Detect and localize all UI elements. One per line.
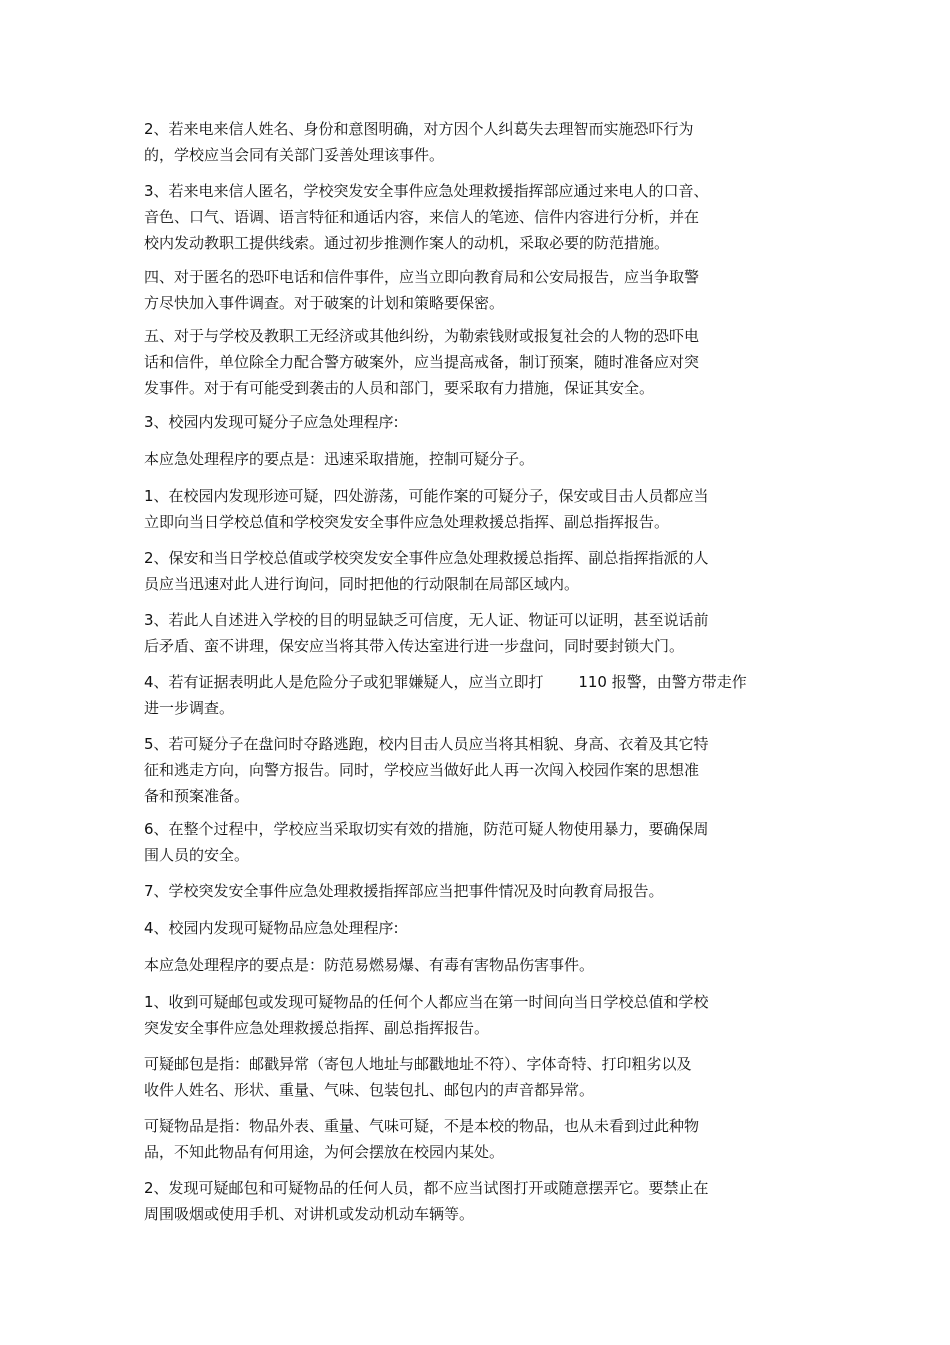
paragraph — [144, 989, 709, 1041]
paragraph — [144, 116, 694, 168]
paragraph — [144, 878, 664, 904]
paragraph — [144, 1113, 699, 1165]
text-line: 征和逃走方向，向警方报告。同时，学校应当做好此人再一次闯入校园作案的思想准 — [144, 761, 700, 779]
text-line: 后矛盾、蛮不讲理，保安应当将其带入传达室进行进一步盘问，同时要封锁大门。 — [144, 637, 685, 655]
text-line: 备和预案准备。 — [144, 787, 250, 805]
text-line: 周围吸烟或使用手机、对讲机或发动机动车辆等。 — [144, 1205, 475, 1223]
text-line: 发事件。对于有可能受到袭击的人员和部门，要采取有力措施，保证其安全。 — [144, 379, 655, 397]
text-line: 进一步调查。 — [144, 699, 235, 717]
text-line: 2、保安和当日学校总值或学校突发安全事件应急处理救援总指挥、副总指挥指派的人 — [144, 549, 709, 567]
text-line: 音色、口气、语调、语言特征和通话内容，来信人的笔迹、信件内容进行分析，并在 — [144, 208, 700, 226]
text-line: 立即向当日学校总值和学校突发安全事件应急处理救援总指挥、副总指挥报告。 — [144, 513, 670, 531]
text-line: 本应急处理程序的要点是：防范易燃易爆、有毒有害物品伤害事件。 — [144, 956, 595, 974]
paragraph — [144, 1051, 692, 1103]
paragraph — [144, 816, 709, 868]
paragraph — [144, 545, 709, 597]
text-line: 可疑邮包是指：邮戳异常（寄包人地址与邮戳地址不符）、字体奇特、打印粗劣以及 — [144, 1055, 692, 1073]
text-line: 2、若来电来信人姓名、身份和意图明确，对方因个人纠葛失去理智而实施恐吓行为 — [144, 120, 694, 138]
text-line: 3、若此人自述进入学校的目的明显缺乏可信度，无人证、物证可以证明，甚至说话前 — [144, 611, 709, 629]
text-line: 7、学校突发安全事件应急处理救援指挥部应当把事件情况及时向教育局报告。 — [144, 882, 664, 900]
text-line: 五、对于与学校及教职工无经济或其他纠纷，为勒索钱财或报复社会的人物的恐吓电 — [144, 327, 700, 345]
text-line: 4、校园内发现可疑物品应急处理程序: — [144, 919, 399, 937]
paragraph — [144, 178, 709, 256]
section-heading — [144, 409, 399, 435]
paragraph — [144, 952, 594, 978]
text-line: 收件人姓名、形状、重量、气味、包装包扎、邮包内的声音都异常。 — [144, 1081, 595, 1099]
paragraph — [144, 607, 709, 659]
text-line: 2、发现可疑邮包和可疑物品的任何人员，都不应当试图打开或随意摆弄它。要禁止在 — [144, 1179, 709, 1197]
text-line: 3、校园内发现可疑分子应急处理程序: — [144, 413, 399, 431]
text-line: 3、若来电来信人匿名，学校突发安全事件应急处理救援指挥部应通过来电人的口音、 — [144, 182, 709, 200]
paragraph — [144, 1175, 709, 1227]
text-line: 员应当迅速对此人进行询问，同时把他的行动限制在局部区域内。 — [144, 575, 580, 593]
text-line: 1、在校园内发现形迹可疑，四处游荡，可能作案的可疑分子，保安或目击人员都应当 — [144, 487, 709, 505]
text-line: 围人员的安全。 — [144, 846, 250, 864]
paragraph — [144, 446, 534, 472]
text-line: 本应急处理程序的要点是：迅速采取措施，控制可疑分子。 — [144, 450, 535, 468]
text-line: 方尽快加入事件调查。对于破案的计划和策略要保密。 — [144, 294, 505, 312]
paragraph — [144, 731, 709, 809]
paragraph — [144, 323, 699, 401]
text-line: 1、收到可疑邮包或发现可疑物品的任何个人都应当在第一时间向当日学校总值和学校 — [144, 993, 709, 1011]
paragraph — [144, 483, 709, 535]
text-line: 的，学校应当会同有关部门妥善处理该事件。 — [144, 146, 445, 164]
text-line: 6、在整个过程中，学校应当采取切实有效的措施，防范可疑人物使用暴力，要确保周 — [144, 820, 709, 838]
paragraph — [144, 669, 747, 721]
section-heading — [144, 915, 399, 941]
text-line: 可疑物品是指：物品外表、重量、气味可疑，不是本校的物品，也从未看到过此种物 — [144, 1117, 700, 1135]
text-line: 四、对于匿名的恐吓电话和信件事件，应当立即向教育局和公安局报告，应当争取警 — [144, 268, 700, 286]
text-line: 品，不知此物品有何用途，为何会摆放在校园内某处。 — [144, 1143, 505, 1161]
paragraph — [144, 264, 699, 316]
text-line: 校内发动教职工提供线索。通过初步推测作案人的动机，采取必要的防范措施。 — [144, 234, 670, 252]
text-line: 突发安全事件应急处理救援总指挥、副总指挥报告。 — [144, 1019, 490, 1037]
text-line: 5、若可疑分子在盘问时夺路逃跑，校内目击人员应当将其相貌、身高、衣着及其它特 — [144, 735, 709, 753]
text-line: 话和信件，单位除全力配合警方破案外，应当提高戒备，制订预案，随时准备应对突 — [144, 353, 700, 371]
text-line: 4、若有证据表明此人是危险分子或犯罪嫌疑人，应当立即打 110 报警，由警方带走作 — [144, 673, 747, 691]
